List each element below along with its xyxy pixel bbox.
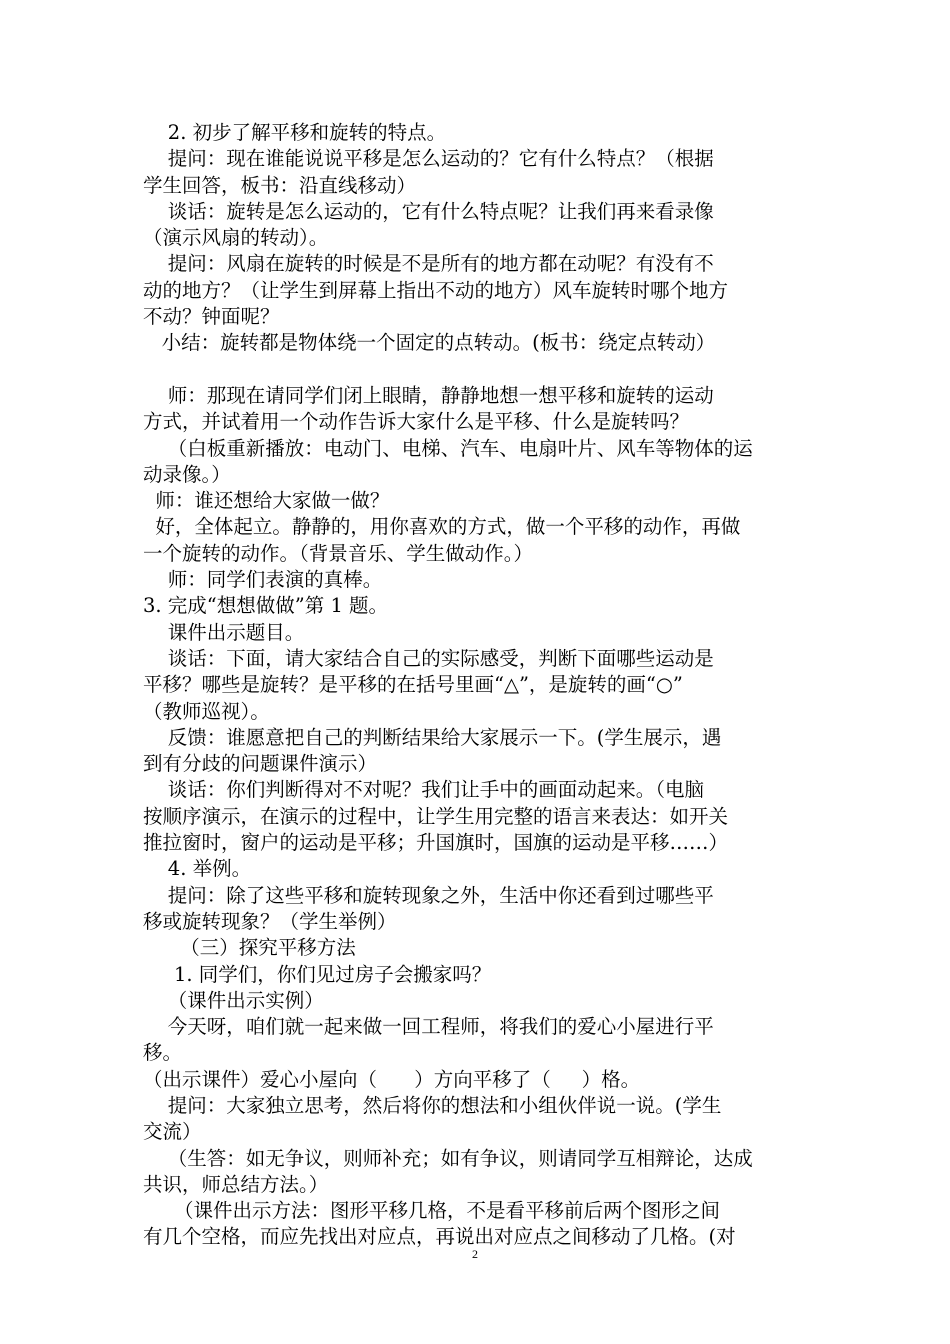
text-line: （生答：如无争议，则师补充；如有争议，则请同学互相辩论，达成 bbox=[143, 1146, 753, 1170]
text-line: 师：同学们表演的真棒。 bbox=[143, 568, 383, 592]
text-line: 谈话：下面，请大家结合自己的实际感受，判断下面哪些运动是 bbox=[143, 646, 714, 670]
page-number: 2 bbox=[472, 1247, 478, 1261]
text-line: 小结：旋转都是物体绕一个固定的点转动。(板书：绕定点转动） bbox=[143, 331, 716, 355]
text-line: （课件出示方法：图形平移几格，不是看平移前后两个图形之间 bbox=[143, 1199, 720, 1223]
text-line: 按顺序演示，在演示的过程中，让学生用完整的语言来表达：如开关 bbox=[143, 804, 729, 828]
text-line: 推拉窗时，窗户的运动是平移；升国旗时，国旗的运动是平移……） bbox=[143, 831, 729, 855]
text-line: 平移？哪些是旋转？是平移的在括号里画“△”，是旋转的画“○” bbox=[143, 673, 683, 697]
text-line: 4. 举例。 bbox=[143, 857, 252, 881]
text-line: 课件出示题目。 bbox=[143, 620, 305, 644]
text-line: 2. 初步了解平移和旋转的特点。 bbox=[143, 121, 447, 144]
text-line: 反馈：谁愿意把自己的判断结果给大家展示一下。(学生展示，遇 bbox=[143, 725, 722, 749]
text-line: 1. 同学们，你们见过房子会搬家吗？ bbox=[143, 962, 492, 986]
text-line: （出示课件）爱心小屋向（ ）方向平移了（ ）格。 bbox=[143, 1067, 641, 1091]
text-line: 到有分歧的问题课件演示） bbox=[143, 752, 378, 776]
text-line: 交流） bbox=[143, 1120, 202, 1144]
text-line bbox=[143, 357, 813, 383]
text-line: （教师巡视）。 bbox=[143, 699, 270, 723]
text-line: 一个旋转的动作。（背景音乐、学生做动作。） bbox=[143, 541, 534, 565]
text-line: 3. 完成“想想做做”第 1 题。 bbox=[143, 594, 389, 618]
text-line: 有几个空格，而应先找出对应点，再说出对应点之间移动了几格。(对 bbox=[143, 1225, 736, 1249]
text-line: （演示风扇的转动）。 bbox=[143, 226, 329, 250]
text-line: （白板重新播放：电动门、电梯、汽车、电扇叶片、风车等物体的运 bbox=[143, 436, 753, 460]
text-line: 提问：风扇在旋转的时候是不是所有的地方都在动呢？有没有不 bbox=[143, 252, 714, 276]
text-line: 学生回答，板书：沿直线移动） bbox=[143, 173, 417, 197]
text-line: 共识，师总结方法。） bbox=[143, 1172, 329, 1196]
text-line: 谈话：你们判断得对不对呢？我们让手中的画面动起来。（电脑 bbox=[143, 778, 705, 802]
text-line: 提问：现在谁能说说平移是怎么运动的？它有什么特点？（根据 bbox=[143, 147, 714, 171]
text-line: 移或旋转现象？（学生举例） bbox=[143, 909, 397, 933]
text-line: 动的地方？（让学生到屏幕上指出不动的地方）风车旋转时哪个地方 bbox=[143, 278, 729, 302]
text-line: 提问：除了这些平移和旋转现象之外，生活中你还看到过哪些平 bbox=[143, 883, 714, 907]
text-line: 移。 bbox=[143, 1041, 183, 1065]
text-line: 动录像。） bbox=[143, 462, 231, 486]
body-text bbox=[143, 120, 813, 1251]
text-line: 好，全体起立。静静的，用你喜欢的方式，做一个平移的动作，再做 bbox=[143, 515, 741, 539]
text-line: 不动？钟面呢？ bbox=[143, 305, 280, 329]
text-line: 师：那现在请同学们闭上眼睛，静静地想一想平移和旋转的运动 bbox=[143, 383, 714, 407]
text-line: 今天呀，咱们就一起来做一回工程师，将我们的爱心小屋进行平 bbox=[143, 1015, 714, 1039]
text-line: 师：谁还想给大家做一做？ bbox=[143, 489, 390, 513]
text-line: （三）探究平移方法 bbox=[143, 936, 356, 960]
text-line: （课件出示实例） bbox=[143, 988, 324, 1012]
text-line: 提问：大家独立思考，然后将你的想法和小组伙伴说一说。(学生 bbox=[143, 1093, 722, 1117]
text-line: 方式，并试着用一个动作告诉大家什么是平移、什么是旋转吗？ bbox=[143, 410, 690, 434]
text-line: 谈话：旋转是怎么运动的，它有什么特点呢？让我们再来看录像 bbox=[143, 199, 714, 223]
